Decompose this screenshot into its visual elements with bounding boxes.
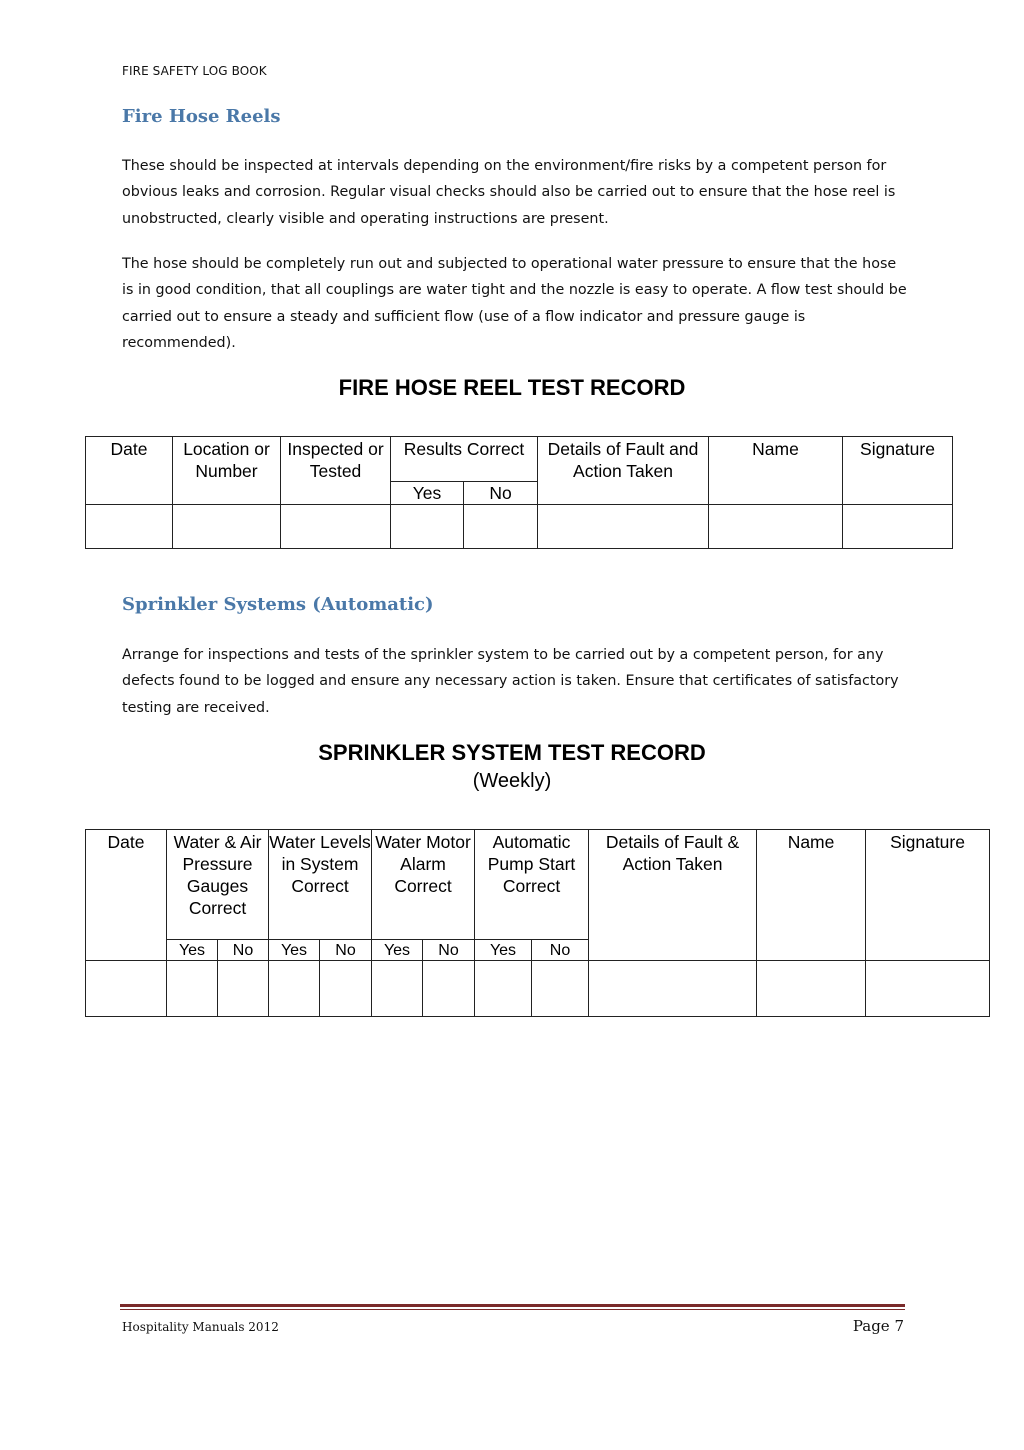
- header-water-levels: Water Levels in System Correct: [269, 830, 372, 940]
- header-signature: Signature: [843, 437, 953, 505]
- header-motor-alarm: Water Motor Alarm Correct: [372, 830, 475, 940]
- cell-motor-yes[interactable]: [372, 961, 423, 1017]
- cell-details[interactable]: [538, 505, 709, 549]
- header-location: Location or Number: [173, 437, 281, 505]
- sprinkler-system-test-record-table: [85, 829, 990, 1017]
- cell-name[interactable]: [757, 961, 866, 1017]
- paragraph-sprinkler-inspection: Arrange for inspections and tests of the sprinkler system to be carried out by a competent person, for any defects found to be logged and ensure any necessary action is taken. Ensure that certificates of satisfactory testing are received.: [122, 647, 899, 716]
- cell-date[interactable]: [86, 505, 173, 549]
- cell-location[interactable]: [173, 505, 281, 549]
- header-pressure-gauges: Water & Air Pressure Gauges Correct: [167, 830, 269, 940]
- hose-record-title: FIRE HOSE REEL TEST RECORD: [338, 375, 686, 400]
- header-yes: Yes: [475, 940, 532, 961]
- section-heading-fire-hose-reels: Fire Hose Reels: [122, 106, 281, 127]
- cell-gauges-yes[interactable]: [167, 961, 218, 1017]
- page-number: Page 7: [852, 1317, 904, 1335]
- header-results-correct: Results Correct: [391, 437, 538, 482]
- footer-rule-thin: [120, 1309, 905, 1310]
- footer-rule: [120, 1304, 905, 1307]
- cell-date[interactable]: [86, 961, 167, 1017]
- cell-levels-no[interactable]: [320, 961, 372, 1017]
- header-name: Name: [757, 830, 866, 961]
- cell-levels-yes[interactable]: [269, 961, 320, 1017]
- cell-gauges-no[interactable]: [218, 961, 269, 1017]
- cell-signature[interactable]: [866, 961, 990, 1017]
- sprinkler-record-title: SPRINKLER SYSTEM TEST RECORD: [318, 740, 706, 765]
- cell-yes[interactable]: [391, 505, 464, 549]
- paragraph-hose-testing: The hose should be completely run out and subjected to operational water pressure to ensure that the hose is in good condition, that all couplings are water tight and the nozzle is easy to operate. A flow test should be carried out to ensure a steady and sufficient flow (use of a flow indicator and pressure gauge is recommended).: [122, 256, 907, 351]
- sprinkler-record-subtitle: (Weekly): [472, 770, 552, 792]
- header-no: No: [532, 940, 589, 961]
- cell-name[interactable]: [709, 505, 843, 549]
- cell-motor-no[interactable]: [423, 961, 475, 1017]
- cell-details[interactable]: [589, 961, 757, 1017]
- header-details: Details of Fault & Action Taken: [589, 830, 757, 961]
- header-yes: Yes: [167, 940, 218, 961]
- cell-signature[interactable]: [843, 505, 953, 549]
- header-details: Details of Fault and Action Taken: [538, 437, 709, 505]
- header-date: Date: [86, 830, 167, 961]
- table-row: [86, 505, 953, 549]
- header-inspected: Inspected or Tested: [281, 437, 391, 505]
- header-date: Date: [86, 437, 173, 505]
- section-heading-sprinkler-systems: Sprinkler Systems (Automatic): [122, 594, 434, 615]
- header-yes: Yes: [269, 940, 320, 961]
- header-name: Name: [709, 437, 843, 505]
- cell-inspected[interactable]: [281, 505, 391, 549]
- paragraph-hose-inspection: These should be inspected at intervals depending on the environment/fire risks by a competent person for obvious leaks and corrosion. Regular visual checks should also be carried out to ensure that the hose reel is unobstructed, clearly visible and operating instructions are present.: [122, 158, 896, 227]
- footer-publisher: Hospitality Manuals 2012: [122, 1320, 279, 1334]
- header-no: No: [320, 940, 372, 961]
- header-pump-start: Automatic Pump Start Correct: [475, 830, 589, 940]
- cell-no[interactable]: [464, 505, 538, 549]
- header-yes: Yes: [372, 940, 423, 961]
- header-yes: Yes: [391, 482, 464, 505]
- hose-reel-test-record-table: [85, 436, 953, 549]
- cell-pump-no[interactable]: [532, 961, 589, 1017]
- table-row: [86, 961, 990, 1017]
- header-no: No: [464, 482, 538, 505]
- header-no: No: [423, 940, 475, 961]
- cell-pump-yes[interactable]: [475, 961, 532, 1017]
- header-signature: Signature: [866, 830, 990, 961]
- running-header: FIRE SAFETY LOG BOOK: [122, 64, 267, 78]
- header-no: No: [218, 940, 269, 961]
